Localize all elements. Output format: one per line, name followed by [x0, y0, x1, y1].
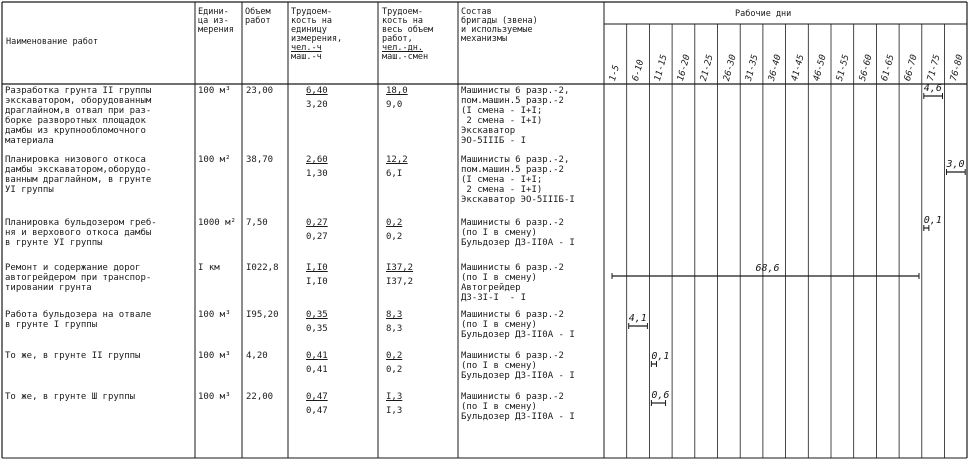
header-work-days: Рабочие дни [735, 9, 792, 19]
day-column-label: 16-20 [676, 53, 693, 83]
day-column-label: 51-55 [835, 53, 852, 83]
work-name: Планировка бульдозером греб- ня и верхового откоса дамбы в грунте УI группы [5, 218, 157, 248]
labor-total-machines: 6,I [386, 169, 403, 179]
header-labor-total-u1: чел.-дн. [382, 43, 423, 53]
day-column-label: 76-80 [948, 53, 966, 83]
labor-unit-workers: 2,60 [306, 155, 328, 165]
work-volume: 22,00 [246, 392, 274, 402]
labor-total-workers: 12,2 [386, 155, 408, 165]
crew-composition: Машинисты 6 разр.-2, пом.машин.5 разр.-2 (I смена - I+I; 2 смена - I+I) Экскаватор ЭО-5IIIБ - I [461, 86, 570, 146]
work-unit: 100 м³ [198, 86, 231, 96]
day-column-label: 6-10 [630, 58, 646, 83]
work-unit: 100 м³ [198, 310, 231, 320]
gantt-bar-label: 4,1 [628, 313, 647, 324]
work-unit: 100 м³ [198, 392, 231, 402]
day-column-label: 61-65 [880, 53, 898, 83]
labor-unit-workers: I,I0 [306, 263, 328, 273]
labor-unit-machines: 3,20 [306, 100, 328, 110]
crew-composition: Машинисты 6 разр.-2, пом.машин.5 разр.-2 (I смена - I+I; 2 смена - I+I) Экскаватор ЭО-5IIIБ-I [461, 155, 575, 205]
labor-unit-workers: 0,41 [306, 351, 328, 361]
header-work-name: Наименование работ [6, 37, 99, 47]
work-name: То же, в грунте Ш группы [5, 392, 136, 402]
labor-unit-machines: 0,41 [306, 365, 328, 375]
labor-total-machines: I,3 [386, 406, 403, 416]
labor-total-machines: 0,2 [386, 232, 403, 242]
day-column-label: 71-75 [925, 53, 943, 83]
work-volume: 38,70 [246, 155, 274, 165]
labor-total-machines: I37,2 [386, 277, 414, 287]
gantt-bar-label: 0,1 [651, 351, 670, 362]
labor-unit-machines: I,I0 [306, 277, 328, 287]
work-volume: I022,8 [246, 263, 279, 273]
header-unit: Едини- ца из- мерения [198, 7, 234, 35]
header-labor-total-u2: маш.-смен [382, 52, 429, 62]
work-name: То же, в грунте II группы [5, 351, 141, 361]
work-unit: 100 м³ [198, 351, 231, 361]
crew-composition: Машинисты 6 разр.-2 (по I в смену) Автогрейдер ДЗ-3I-I - I [461, 263, 564, 303]
work-unit: I км [198, 263, 220, 273]
day-column-label: 11-15 [653, 53, 671, 83]
labor-total-workers: 8,3 [386, 310, 403, 320]
labor-unit-machines: 0,47 [306, 406, 328, 416]
labor-total-workers: 18,0 [386, 86, 408, 96]
day-column-label: 21-25 [698, 53, 716, 83]
header-volume: Объем работ [245, 7, 271, 26]
gantt-bar-label: 4,6 [923, 83, 942, 94]
work-volume: I95,20 [246, 310, 279, 320]
labor-unit-workers: 6,40 [306, 86, 328, 96]
crew-composition: Машинисты 6 разр.-2 (по I в смену) Бульдозер ДЗ-II0А - I [461, 392, 575, 422]
work-name: Ремонт и содержание дорог автогрейдером при транспор- тировании грунта [5, 263, 152, 293]
header-labor-total: Трудоем- кость на весь объем работ, [382, 7, 434, 44]
labor-unit-machines: 0,27 [306, 232, 328, 242]
day-column-label: 36-40 [766, 53, 784, 83]
day-column-label: 26-30 [721, 53, 739, 83]
gantt-bar-label: 3,0 [946, 159, 965, 170]
work-unit: 1000 м² [198, 218, 236, 228]
work-volume: 23,00 [246, 86, 274, 96]
gantt-bar-label: 0,6 [651, 390, 670, 401]
labor-total-workers: 0,2 [386, 351, 403, 361]
labor-unit-workers: 0,35 [306, 310, 328, 320]
labor-total-machines: 0,2 [386, 365, 403, 375]
crew-composition: Машинисты 6 разр.-2 (по I в смену) Бульдозер ДЗ-II0А - I [461, 310, 575, 340]
header-labor-unit-u2: маш.-ч [291, 52, 322, 62]
labor-total-workers: I,3 [386, 392, 403, 402]
labor-total-workers: 0,2 [386, 218, 403, 228]
work-name: Разработка грунта II группы экскаватором, оборудованным драглайном,в отвал при раз- борке разворотных площадок дамбы из крупнообломочного материала [5, 86, 152, 146]
day-column-label: 31-35 [744, 53, 761, 83]
labor-total-machines: 9,0 [386, 100, 403, 110]
crew-composition: Машинисты 6 разр.-2 (по I в смену) Бульдозер ДЗ-II0А - I [461, 351, 575, 381]
gantt-bar-label: 68,6 [755, 263, 780, 274]
header-labor-unit: Трудоем- кость на единицу измерения, [291, 7, 343, 44]
work-name: Планировка низового откоса дамбы экскаватором,оборудо- ванным драглайном, в грунте УI группы [5, 155, 152, 195]
labor-unit-machines: 1,30 [306, 169, 328, 179]
day-column-label: 1-5 [608, 64, 622, 83]
labor-total-workers: I37,2 [386, 263, 414, 273]
work-unit: 100 м² [198, 155, 231, 165]
labor-total-machines: 8,3 [386, 324, 403, 334]
header-labor-unit-u1: чел.-ч [291, 43, 322, 53]
crew-composition: Машинисты 6 разр.-2 (по I в смену) Бульдозер ДЗ-II0А - I [461, 218, 575, 248]
gantt-bar-label: 0,1 [923, 215, 942, 226]
work-volume: 7,50 [246, 218, 268, 228]
day-column-label: 41-45 [789, 53, 807, 83]
work-volume: 4,20 [246, 351, 268, 361]
labor-unit-workers: 0,27 [306, 218, 328, 228]
labor-unit-workers: 0,47 [306, 392, 328, 402]
header-crew: Состав бригады (звена) и используемые механизмы [461, 7, 538, 44]
work-name: Работа бульдозера на отвале в грунте I группы [5, 310, 152, 330]
day-column-label: 66-70 [903, 53, 920, 83]
day-column-label: 56-60 [857, 53, 875, 83]
day-column-label: 46-50 [812, 53, 830, 83]
labor-unit-machines: 0,35 [306, 324, 328, 334]
